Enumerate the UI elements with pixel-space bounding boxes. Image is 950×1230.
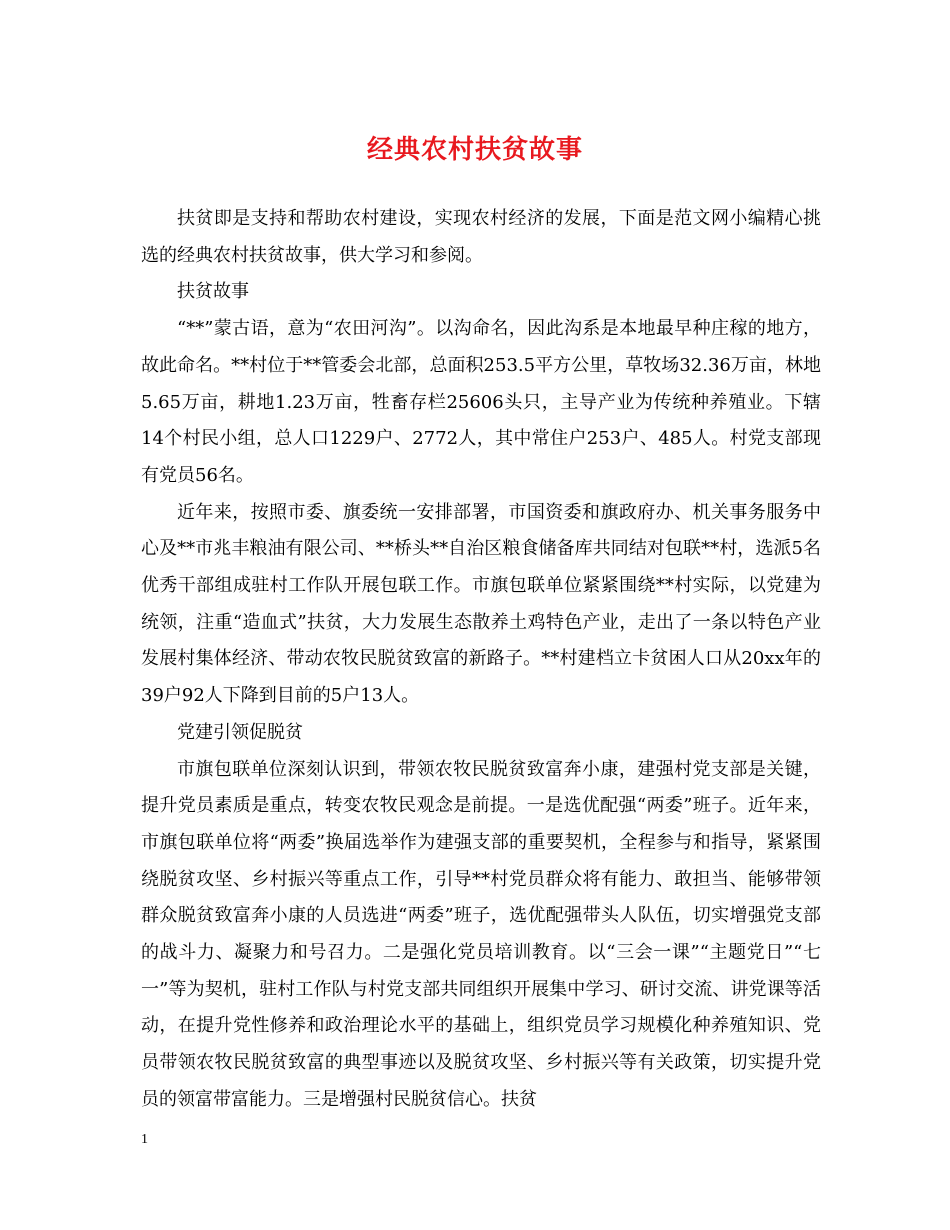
intro-paragraph: 扶贫即是支持和帮助农村建设，实现农村经济的发展，下面是范文网小编精心挑选的经典农村扶贫故事，供大学习和参阅。 bbox=[141, 208, 821, 266]
section-heading: 扶贫故事 bbox=[177, 281, 249, 303]
body-paragraph: 近年来，按照市委、旗委统一安排部署，市国资委和旗政府办、机关事务服务中心及**市兆丰粮油有限公司、**桥头**自治区粮食储备库共同结对包联**村，选派5名优秀干部组成驻村工作队开展包联工作。市旗包联单位紧紧围绕**村实际，以党建为统领，注重“造血式”扶贫，大力发展生态散养土鸡特色产业，走出了一条以特色产业发展村集体经济、带动农牧民脱贫致富的新路子。**村建档立卡贫困人口从20xx年的39户92人下降到目前的5户13人。 bbox=[141, 501, 821, 707]
section-heading: 党建引领促脱贫 bbox=[177, 721, 303, 743]
document-title: 经典农村扶贫故事 bbox=[366, 135, 583, 165]
page-number: 1 bbox=[141, 1132, 148, 1147]
document-body bbox=[141, 201, 821, 1119]
body-paragraph: “**”蒙古语，意为“农田河沟”。以沟命名，因此沟系是本地最早种庄稼的地方，故此命名。**村位于**管委会北部，总面积253.5平方公里，草牧场32.36万亩，林地5.65万亩，耕地1.23万亩，牲畜存栏25606头只，主导产业为传统种养殖业。下辖14个村民小组，总人口1229户、2772人，其中常住户253户、485人。村党支部现有党员56名。 bbox=[141, 318, 821, 486]
body-paragraph: 市旗包联单位深刻认识到，带领农牧民脱贫致富奔小康，建强村党支部是关键，提升党员素质是重点，转变农牧民观念是前提。一是选优配强“两委”班子。近年来，市旗包联单位将“两委”换届选举作为建强支部的重要契机，全程参与和指导，紧紧围绕脱贫攻坚、乡村振兴等重点工作，引导**村党员群众将有能力、敢担当、能够带领群众脱贫致富奔小康的人员选进“两委”班子，选优配强带头人队伍，切实增强党支部的战斗力、凝聚力和号召力。二是强化党员培训教育。以“三会一课”“主题党日”“七一”等为契机，驻村工作队与村党支部共同组织开展集中学习、研讨交流、讲党课等活动，在提升党性修养和政治理论水平的基础上，组织党员学习规模化种养殖知识、党员带领农牧民脱贫致富的典型事迹以及脱贫攻坚、乡村振兴等有关政策，切实提升党员的领富带富能力。三是增强村民脱贫信心。扶贫 bbox=[141, 758, 821, 1110]
